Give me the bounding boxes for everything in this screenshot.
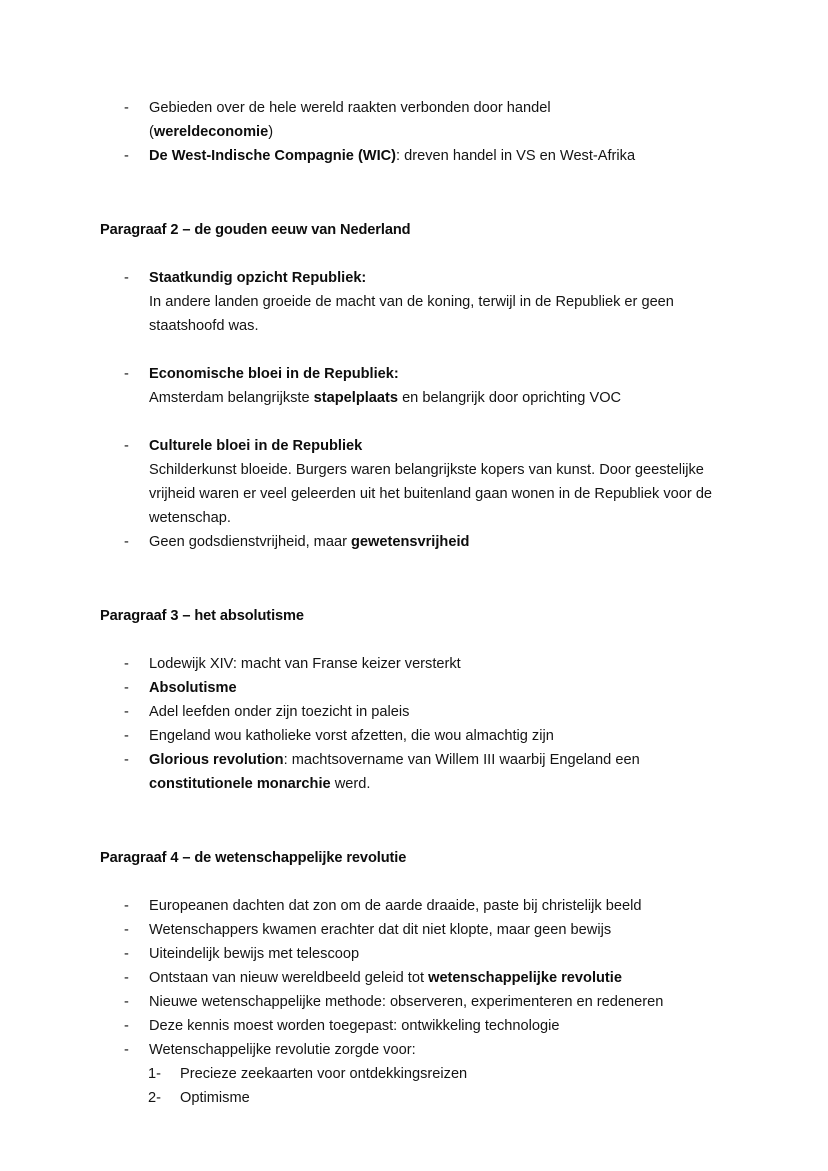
spacer [100, 338, 728, 362]
term-stapelplaats: stapelplaats [313, 390, 399, 406]
list-item [100, 724, 728, 748]
spacer [100, 554, 728, 604]
subheading-staatkundig: Staatkundig opzicht Republiek: [149, 270, 367, 286]
dash-bullet-icon: - [124, 100, 129, 116]
term-wereldeconomie: wereldeconomie [153, 124, 269, 140]
economische-post: en belangrijk door oprichting VOC [398, 390, 622, 406]
spacer [100, 242, 728, 266]
list-item [100, 918, 728, 942]
list-item [100, 266, 728, 338]
list-item-text: Nieuwe wetenschappelijke methode: observeren, experimenteren en redeneren [149, 994, 664, 1010]
list-item [100, 144, 728, 168]
list-item-continuation [149, 120, 728, 144]
list-item-text: Gebieden over de hele wereld raakten verbonden door handel [149, 100, 551, 116]
term-wic: De West-Indische Compagnie (WIC) [149, 148, 397, 164]
list-item [100, 530, 728, 554]
paren-close: ) [268, 124, 274, 140]
list-item-text: Wetenschappers kwamen erachter dat dit niet klopte, maar geen bewijs [149, 922, 612, 938]
list-item [100, 1038, 728, 1062]
term-constitutionele-monarchie: constitutionele monarchie [149, 776, 331, 792]
list-item [100, 362, 728, 410]
list-item [100, 96, 728, 144]
list-item [100, 966, 728, 990]
list-item-text: Europeanen dachten dat zon om de aarde draaide, paste bij christelijk beeld [149, 898, 642, 914]
dash-bullet-icon: - [124, 728, 129, 744]
dash-bullet-icon: - [124, 270, 129, 286]
list-item-text: Optimisme [180, 1090, 250, 1106]
list-item-text: Precieze zeekaarten voor ontdekkingsreizen [180, 1066, 468, 1082]
list-item [100, 700, 728, 724]
paragraaf-2-list-economische [100, 362, 728, 410]
gewetens-pre: Geen godsdienstvrijheid, maar [149, 534, 351, 550]
spacer [100, 168, 728, 218]
list-item [100, 652, 728, 676]
list-item [100, 1086, 728, 1110]
spacer [100, 870, 728, 894]
term-gewetensvrijheid: gewetensvrijheid [351, 534, 470, 550]
list-item-text [149, 530, 728, 554]
intro-bullet-list [100, 96, 728, 168]
wic-description: : dreven handel in VS en West-Afrika [396, 148, 636, 164]
economische-pre: Amsterdam belangrijkste [149, 390, 314, 406]
list-item [100, 748, 728, 796]
paragraaf-4-list [100, 894, 728, 1062]
section-paragraaf-4 [100, 846, 728, 1110]
paragraaf-3-list [100, 652, 728, 796]
list-item-text [149, 144, 728, 168]
list-item-text: Lodewijk XIV: macht van Franse keizer versterkt [149, 656, 461, 672]
dash-bullet-icon: - [124, 922, 129, 938]
body-staatkundig: In andere landen groeide de macht van de koning, terwijl in de Republiek er geen staatshoofd was. [149, 294, 674, 334]
dash-bullet-icon: - [124, 680, 129, 696]
number-marker: 1- [148, 1066, 161, 1082]
dash-bullet-icon: - [124, 438, 129, 454]
list-item-text: Wetenschappelijke revolutie zorgde voor: [149, 1042, 416, 1058]
dash-bullet-icon: - [124, 656, 129, 672]
section-paragraaf-3 [100, 604, 728, 796]
dash-bullet-icon: - [124, 148, 129, 164]
paren-open: ( [149, 124, 154, 140]
i4-pre: Ontstaan van nieuw wereldbeeld geleid tot [149, 970, 429, 986]
heading-paragraaf-3: Paragraaf 3 – het absolutisme [100, 608, 304, 624]
list-item-text: Adel leefden onder zijn toezicht in paleis [149, 704, 410, 720]
heading-paragraaf-2: Paragraaf 2 – de gouden eeuw van Nederland [100, 222, 411, 238]
dash-bullet-icon: - [124, 534, 129, 550]
spacer [100, 628, 728, 652]
dash-bullet-icon: - [124, 994, 129, 1010]
list-item-text: Uiteindelijk bewijs met telescoop [149, 946, 360, 962]
glorious-end: werd. [330, 776, 371, 792]
dash-bullet-icon: - [124, 704, 129, 720]
list-item-text: Engeland wou katholieke vorst afzetten, die wou almachtig zijn [149, 728, 554, 744]
section-paragraaf-2 [100, 218, 728, 554]
list-item [100, 434, 728, 530]
dash-bullet-icon: - [124, 1042, 129, 1058]
document-body [100, 96, 728, 1110]
dash-bullet-icon: - [124, 970, 129, 986]
term-wetenschappelijke-revolutie: wetenschappelijke revolutie [428, 970, 622, 986]
list-item-text [149, 752, 640, 792]
term-glorious-revolution: Glorious revolution [149, 752, 284, 768]
list-item [100, 990, 728, 1014]
term-absolutisme: Absolutisme [149, 680, 237, 696]
list-item [100, 894, 728, 918]
body-economische [149, 386, 728, 410]
paragraaf-2-list-culturele [100, 434, 728, 554]
subheading-culturele: Culturele bloei in de Republiek [149, 438, 363, 454]
dash-bullet-icon: - [124, 1018, 129, 1034]
paragraaf-4-numbered-list [100, 1062, 728, 1110]
spacer [100, 410, 728, 434]
list-item [100, 676, 728, 700]
paragraaf-2-list [100, 266, 728, 338]
list-item-text: Deze kennis moest worden toegepast: ontwikkeling technologie [149, 1018, 560, 1034]
subheading-economische: Economische bloei in de Republiek: [149, 366, 399, 382]
list-item-text [149, 966, 728, 990]
glorious-description: : machtsovername van Willem III waarbij Engeland een [283, 752, 640, 768]
list-item [100, 1062, 728, 1086]
body-culturele: Schilderkunst bloeide. Burgers waren belangrijkste kopers van kunst. Door geestelijke vrijheid waren er veel geleerden uit het buitenland gaan wonen in de Republiek voor de wetenschap. [149, 462, 713, 526]
dash-bullet-icon: - [124, 946, 129, 962]
dash-bullet-icon: - [124, 752, 129, 768]
list-item [100, 1014, 728, 1038]
heading-paragraaf-4: Paragraaf 4 – de wetenschappelijke revolutie [100, 850, 407, 866]
number-marker: 2- [148, 1090, 161, 1106]
spacer [100, 796, 728, 846]
list-item [100, 942, 728, 966]
dash-bullet-icon: - [124, 366, 129, 382]
dash-bullet-icon: - [124, 898, 129, 914]
